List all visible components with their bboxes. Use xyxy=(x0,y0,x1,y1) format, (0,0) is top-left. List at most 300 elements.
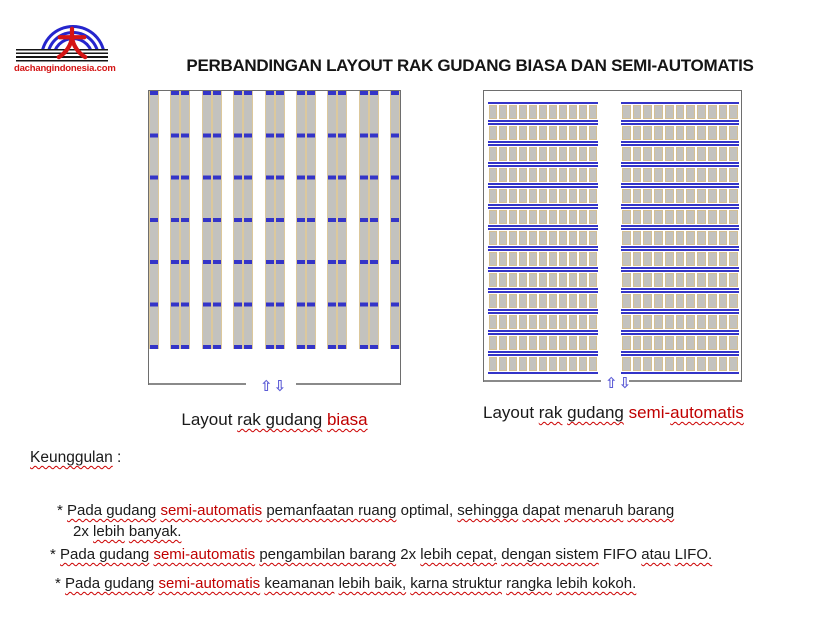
text-segment: semi-automatis xyxy=(160,502,263,519)
pallet-box xyxy=(559,336,567,350)
pallet-box xyxy=(622,273,631,287)
pallet-box xyxy=(708,252,717,266)
pallet-box xyxy=(697,273,706,287)
pallet-box xyxy=(519,357,527,371)
text-segment: banyak. xyxy=(128,523,182,540)
pallet-box xyxy=(509,252,517,266)
pallet-box xyxy=(539,147,547,161)
rack-column xyxy=(149,91,159,349)
pallet-box xyxy=(489,168,497,182)
pallet-box xyxy=(529,168,537,182)
pallet-box xyxy=(676,105,685,119)
pallet-box xyxy=(676,147,685,161)
pallet-box xyxy=(665,210,674,224)
rack-column xyxy=(359,91,369,349)
pallet-box xyxy=(633,231,642,245)
pallet-box xyxy=(529,294,537,308)
pallet-box xyxy=(676,336,685,350)
pallet-box xyxy=(686,168,695,182)
pallet-box xyxy=(579,147,587,161)
pallet-box xyxy=(519,210,527,224)
pallet-box xyxy=(519,252,527,266)
rack-column-pair xyxy=(170,91,190,349)
rack-row xyxy=(488,207,598,227)
pallet-box xyxy=(719,252,728,266)
rack-row xyxy=(621,333,739,353)
pallet-box xyxy=(633,294,642,308)
pallet-box xyxy=(489,252,497,266)
pallet-box xyxy=(708,315,717,329)
pallet-box xyxy=(499,168,507,182)
pallet-box xyxy=(643,231,652,245)
pallet-box xyxy=(519,294,527,308)
pallet-box xyxy=(569,210,577,224)
pallet-box xyxy=(579,210,587,224)
pallet-box xyxy=(622,231,631,245)
pallet-box xyxy=(529,210,537,224)
pallet-box xyxy=(729,252,738,266)
pallet-box xyxy=(622,210,631,224)
pallet-box xyxy=(489,273,497,287)
pallet-box xyxy=(697,126,706,140)
pallet-box xyxy=(686,231,695,245)
down-arrow-icon: ⇩ xyxy=(618,374,632,392)
pallet-box xyxy=(654,147,663,161)
rack-row xyxy=(488,123,598,143)
rack-column xyxy=(337,91,347,349)
right-rack-block-left xyxy=(488,102,598,375)
rack-column xyxy=(170,91,180,349)
text-segment: lebih xyxy=(93,523,125,540)
pallet-box xyxy=(729,189,738,203)
rack-row xyxy=(488,144,598,164)
pallet-box xyxy=(729,315,738,329)
pallet-box xyxy=(643,126,652,140)
pallet-box xyxy=(686,273,695,287)
rack-row xyxy=(621,312,739,332)
pallet-box xyxy=(633,315,642,329)
pallet-box xyxy=(676,315,685,329)
text-segment: rak xyxy=(538,403,563,422)
pallet-box xyxy=(529,315,537,329)
rack-row xyxy=(488,165,598,185)
pallet-box xyxy=(697,294,706,308)
text-segment: menaruh xyxy=(564,502,624,519)
text-segment: sehingga xyxy=(457,502,519,519)
rack-row xyxy=(621,186,739,206)
text-segment: LIFO. xyxy=(674,546,713,563)
pallet-box xyxy=(708,273,717,287)
text-segment: 2x xyxy=(73,523,94,540)
pallet-box xyxy=(559,168,567,182)
pallet-box xyxy=(622,168,631,182)
pallet-box xyxy=(539,252,547,266)
pallet-box xyxy=(654,315,663,329)
pallet-box xyxy=(729,105,738,119)
pallet-box xyxy=(654,294,663,308)
pallet-box xyxy=(569,273,577,287)
text-segment: Pada gudang xyxy=(60,546,150,563)
pallet-box xyxy=(519,189,527,203)
rack-row xyxy=(488,228,598,248)
pallet-box xyxy=(569,357,577,371)
pallet-box xyxy=(622,294,631,308)
rack-column-pair xyxy=(265,91,285,349)
pallet-box xyxy=(697,336,706,350)
pallet-box xyxy=(579,168,587,182)
pallet-box xyxy=(654,105,663,119)
pallet-box xyxy=(665,294,674,308)
pallet-box xyxy=(686,315,695,329)
text-segment: Layout xyxy=(483,403,539,422)
pallet-box xyxy=(589,231,597,245)
pallet-box xyxy=(509,273,517,287)
pallet-box xyxy=(654,168,663,182)
pallet-box xyxy=(665,357,674,371)
pallet-box xyxy=(708,147,717,161)
bottom-wall-segment xyxy=(484,380,601,382)
pallet-box xyxy=(539,189,547,203)
pallet-box xyxy=(633,357,642,371)
rack-row xyxy=(488,249,598,269)
text-segment: keamanan xyxy=(264,575,335,592)
pallet-box xyxy=(529,273,537,287)
pallet-box xyxy=(539,357,547,371)
pallet-box xyxy=(589,189,597,203)
rack-row xyxy=(621,144,739,164)
pallet-box xyxy=(509,147,517,161)
pallet-box xyxy=(579,252,587,266)
rack-column-pair xyxy=(296,91,316,349)
rack-row xyxy=(621,291,739,311)
pallet-box xyxy=(499,357,507,371)
pallet-box xyxy=(589,105,597,119)
right-diagram-caption xyxy=(483,403,742,423)
text-segment: * xyxy=(57,502,68,519)
text-segment: semi- xyxy=(628,403,671,422)
bullet-line xyxy=(57,521,674,542)
rack-row xyxy=(621,249,739,269)
pallet-box xyxy=(719,294,728,308)
right-rack-block-right xyxy=(621,102,739,375)
pallet-box xyxy=(559,357,567,371)
advantage-bullet xyxy=(57,500,674,542)
pallet-box xyxy=(719,357,728,371)
text-segment: rangka xyxy=(506,575,553,592)
pallet-box xyxy=(499,231,507,245)
pallet-box xyxy=(549,147,557,161)
text-segment: atau xyxy=(641,546,671,563)
pallet-box xyxy=(539,210,547,224)
bullet-line xyxy=(50,544,712,565)
pallet-box xyxy=(589,357,597,371)
pallet-box xyxy=(539,336,547,350)
pallet-box xyxy=(569,126,577,140)
pallet-box xyxy=(697,315,706,329)
slide-title: PERBANDINGAN LAYOUT RAK GUDANG BIASA DAN SEMI-AUTOMATIS xyxy=(186,56,754,75)
pallet-box xyxy=(529,147,537,161)
pallet-box xyxy=(489,189,497,203)
pallet-box xyxy=(489,336,497,350)
pallet-box xyxy=(589,294,597,308)
pallet-box xyxy=(697,168,706,182)
rack-column xyxy=(306,91,316,349)
pallet-box xyxy=(549,168,557,182)
pallet-box xyxy=(499,252,507,266)
rack-row xyxy=(488,354,598,374)
pallet-box xyxy=(559,189,567,203)
pallet-box xyxy=(665,189,674,203)
pallet-box xyxy=(489,147,497,161)
text-segment: rak gudang xyxy=(237,410,323,429)
pallet-box xyxy=(633,273,642,287)
pallet-box xyxy=(676,294,685,308)
pallet-box xyxy=(633,252,642,266)
pallet-box xyxy=(539,315,547,329)
pallet-box xyxy=(708,189,717,203)
pallet-box xyxy=(549,252,557,266)
pallet-box xyxy=(539,231,547,245)
pallet-box xyxy=(539,294,547,308)
pallet-box xyxy=(729,231,738,245)
pallet-box xyxy=(579,105,587,119)
text-segment: * xyxy=(55,575,66,592)
pallet-box xyxy=(549,105,557,119)
text-segment: dapat xyxy=(522,502,560,519)
pallet-box xyxy=(509,210,517,224)
pallet-box xyxy=(633,168,642,182)
pallet-box xyxy=(499,105,507,119)
text-segment: barang xyxy=(627,502,675,519)
pallet-box xyxy=(589,315,597,329)
pallet-box xyxy=(589,168,597,182)
pallet-box xyxy=(676,189,685,203)
pallet-box xyxy=(665,231,674,245)
pallet-box xyxy=(643,210,652,224)
logo-character-icon xyxy=(55,24,89,60)
pallet-box xyxy=(529,252,537,266)
pallet-box xyxy=(719,105,728,119)
pallet-box xyxy=(579,357,587,371)
rack-column xyxy=(296,91,306,349)
rack-row xyxy=(621,228,739,248)
pallet-box xyxy=(622,126,631,140)
text-segment: pemanfaatan ruang xyxy=(266,502,397,519)
pallet-box xyxy=(519,273,527,287)
pallet-box xyxy=(519,168,527,182)
pallet-box xyxy=(686,189,695,203)
pallet-box xyxy=(697,252,706,266)
pallet-box xyxy=(579,336,587,350)
pallet-box xyxy=(697,210,706,224)
pallet-box xyxy=(708,105,717,119)
text-segment: semi-automatis xyxy=(158,575,261,592)
text-segment: lebih kokoh. xyxy=(556,575,637,592)
pallet-box xyxy=(719,210,728,224)
pallet-box xyxy=(729,126,738,140)
rack-column xyxy=(327,91,337,349)
pallet-box xyxy=(729,147,738,161)
pallet-box xyxy=(676,210,685,224)
pallet-box xyxy=(529,105,537,119)
pallet-box xyxy=(549,336,557,350)
text-segment: FIFO xyxy=(598,546,642,563)
pallet-box xyxy=(569,336,577,350)
pallet-box xyxy=(622,315,631,329)
pallet-box xyxy=(654,210,663,224)
pallet-box xyxy=(519,315,527,329)
pallet-box xyxy=(569,147,577,161)
rack-column xyxy=(212,91,222,349)
pallet-box xyxy=(499,273,507,287)
pallet-box xyxy=(697,189,706,203)
text-segment: pengambilan barang xyxy=(259,546,397,563)
pallet-box xyxy=(549,294,557,308)
pallet-box xyxy=(643,252,652,266)
pallet-box xyxy=(633,147,642,161)
pallet-box xyxy=(589,336,597,350)
pallet-box xyxy=(509,126,517,140)
pallet-box xyxy=(676,126,685,140)
bottom-wall-segment xyxy=(149,383,246,385)
pallet-box xyxy=(489,315,497,329)
pallet-box xyxy=(665,147,674,161)
rack-row xyxy=(621,270,739,290)
pallet-box xyxy=(654,126,663,140)
pallet-box xyxy=(509,168,517,182)
pallet-box xyxy=(686,126,695,140)
text-segment: lebih baik, xyxy=(338,575,407,592)
pallet-box xyxy=(643,168,652,182)
text-segment: biasa xyxy=(326,410,368,429)
pallet-box xyxy=(509,336,517,350)
text-segment: automatis xyxy=(670,403,744,422)
pallet-box xyxy=(489,294,497,308)
pallet-box xyxy=(559,126,567,140)
rack-column xyxy=(202,91,212,349)
pallet-box xyxy=(719,147,728,161)
pallet-box xyxy=(499,210,507,224)
pallet-box xyxy=(654,231,663,245)
pallet-box xyxy=(654,252,663,266)
pallet-box xyxy=(509,315,517,329)
up-arrow-icon: ⇧ xyxy=(260,377,273,395)
pallet-box xyxy=(686,252,695,266)
pallet-box xyxy=(654,336,663,350)
pallet-box xyxy=(719,336,728,350)
pallet-box xyxy=(529,231,537,245)
pallet-box xyxy=(633,336,642,350)
rack-row xyxy=(621,354,739,374)
rack-row xyxy=(488,186,598,206)
pallet-box xyxy=(499,336,507,350)
pallet-box xyxy=(549,357,557,371)
pallet-box xyxy=(729,294,738,308)
rack-column xyxy=(243,91,253,349)
text-segment: Keunggulan xyxy=(30,449,113,466)
pallet-box xyxy=(686,210,695,224)
advantages-heading xyxy=(30,449,121,467)
pallet-box xyxy=(643,315,652,329)
pallet-box xyxy=(719,189,728,203)
left-diagram-caption xyxy=(148,410,401,430)
pallet-box xyxy=(589,273,597,287)
rack-row xyxy=(488,270,598,290)
pallet-box xyxy=(579,273,587,287)
right-warehouse-diagram xyxy=(483,90,742,392)
rack-column xyxy=(233,91,243,349)
rack-row xyxy=(621,123,739,143)
pallet-box xyxy=(697,231,706,245)
pallet-box xyxy=(509,357,517,371)
rack-column-pair xyxy=(327,91,347,349)
pallet-box xyxy=(697,147,706,161)
text-segment: Pada gudang xyxy=(65,575,155,592)
pallet-box xyxy=(519,336,527,350)
pallet-box xyxy=(697,105,706,119)
pallet-box xyxy=(519,105,527,119)
pallet-box xyxy=(549,273,557,287)
pallet-box xyxy=(579,315,587,329)
pallet-box xyxy=(519,126,527,140)
pallet-box xyxy=(499,189,507,203)
text-segment: Layout xyxy=(181,410,238,429)
up-arrow-icon: ⇧ xyxy=(605,374,618,392)
pallet-box xyxy=(654,189,663,203)
pallet-box xyxy=(489,105,497,119)
pallet-box xyxy=(529,357,537,371)
pallet-box xyxy=(519,231,527,245)
pallet-box xyxy=(499,126,507,140)
text-segment: karna struktur xyxy=(410,575,502,592)
pallet-box xyxy=(569,315,577,329)
rack-column xyxy=(265,91,275,349)
pallet-box xyxy=(622,189,631,203)
pallet-box xyxy=(719,273,728,287)
pallet-box xyxy=(643,189,652,203)
pallet-box xyxy=(708,357,717,371)
pallet-box xyxy=(559,315,567,329)
pallet-box xyxy=(489,357,497,371)
rack-row xyxy=(488,333,598,353)
left-warehouse-diagram xyxy=(148,90,401,395)
pallet-box xyxy=(569,252,577,266)
rack-row xyxy=(621,165,739,185)
pallet-box xyxy=(676,252,685,266)
rack-column-pair xyxy=(233,91,253,349)
pallet-box xyxy=(665,126,674,140)
pallet-box xyxy=(579,126,587,140)
pallet-box xyxy=(519,147,527,161)
company-logo xyxy=(14,8,116,78)
pallet-box xyxy=(539,273,547,287)
pallet-box xyxy=(676,273,685,287)
pallet-box xyxy=(643,147,652,161)
pallet-box xyxy=(665,105,674,119)
pallet-box xyxy=(559,252,567,266)
pallet-box xyxy=(589,147,597,161)
pallet-box xyxy=(676,357,685,371)
pallet-box xyxy=(719,168,728,182)
pallet-box xyxy=(549,210,557,224)
pallet-box xyxy=(729,168,738,182)
down-arrow-icon: ⇩ xyxy=(273,377,287,395)
advantage-bullet xyxy=(55,573,636,594)
pallet-box xyxy=(559,294,567,308)
pallet-box xyxy=(633,210,642,224)
pallet-box xyxy=(643,105,652,119)
pallet-box xyxy=(579,231,587,245)
